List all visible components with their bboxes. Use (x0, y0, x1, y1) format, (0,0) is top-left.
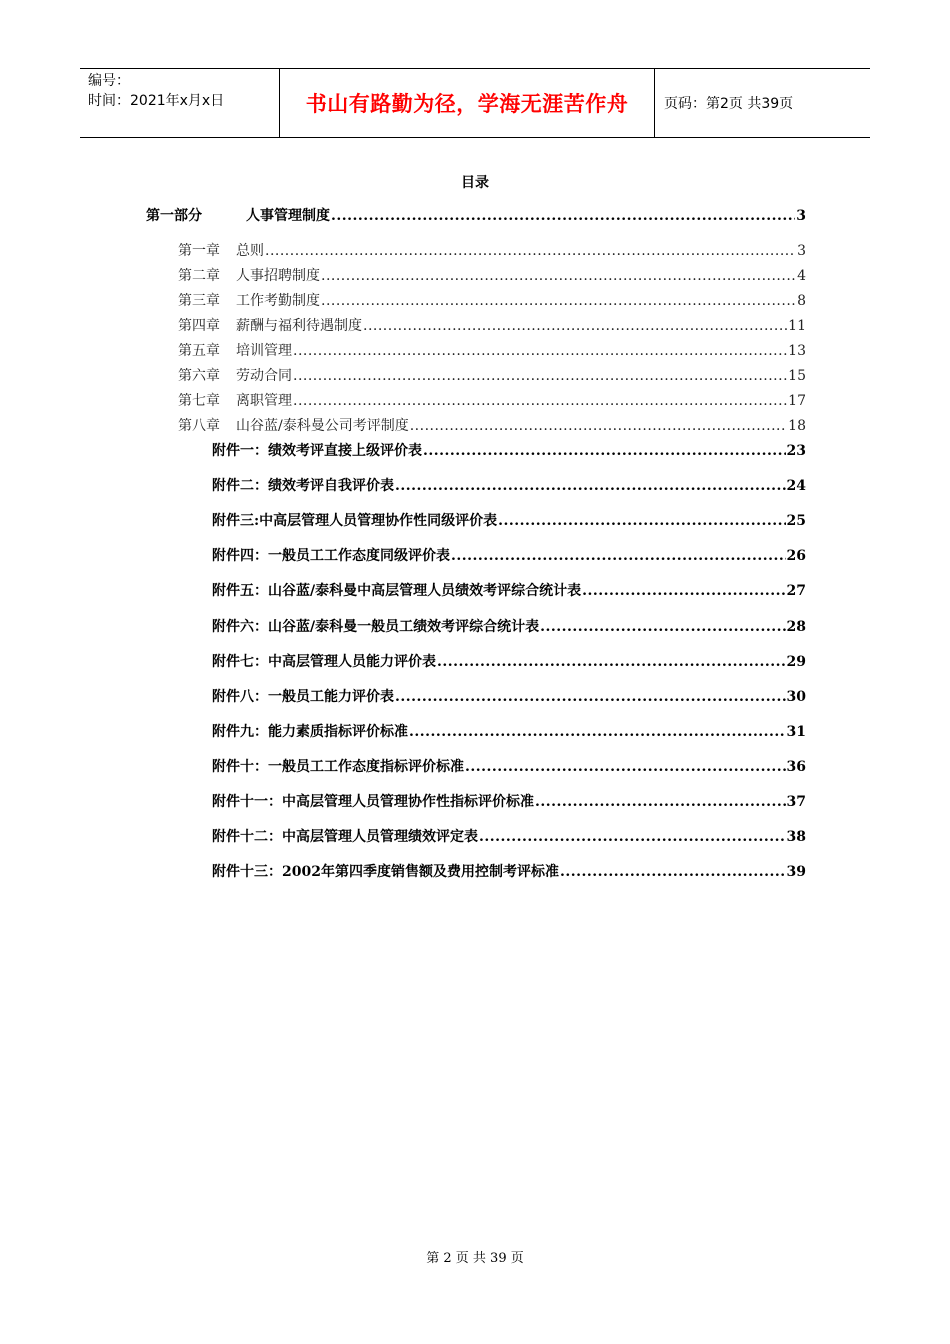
toc-leader-dots (331, 208, 795, 224)
toc-leader-dots (409, 724, 786, 740)
toc-chapter-title: 培训管理 (236, 343, 292, 359)
toc-attachment-title: 附件一：绩效考评直接上级评价表 (212, 443, 422, 459)
toc-chapter-entry[interactable] (178, 390, 806, 410)
toc-attachment-entry[interactable] (212, 580, 806, 600)
toc-attachment-entry[interactable] (212, 791, 806, 811)
toc-attachment-entry[interactable] (212, 721, 806, 741)
toc-chapter-page: 3 (797, 243, 806, 259)
toc-chapter-entry[interactable] (178, 290, 806, 310)
header-number-label: 编号： (88, 73, 130, 89)
toc-attachment-entry[interactable] (212, 651, 806, 671)
toc-attachment-title: 附件九：能力素质指标评价标准 (212, 723, 408, 740)
toc-leader-dots (451, 548, 786, 564)
toc-leader-dots (293, 368, 787, 384)
toc-attachment-title: 附件七：中高层管理人员能力评价表 (212, 653, 436, 670)
page-footer: 第 2 页 共 39 页 (426, 1251, 524, 1266)
toc-attachment-title: 附件五：山谷蓝/泰科曼中高层管理人员绩效考评综合统计表 (212, 583, 582, 600)
toc-attachment-page: 29 (786, 653, 806, 670)
toc-attachment-entry[interactable] (212, 510, 806, 530)
toc-attachment-page: 25 (786, 513, 806, 530)
header-motto: 书山有路勤为径，学海无涯苦作舟 (305, 92, 629, 116)
toc-part-entry[interactable] (146, 205, 806, 225)
toc-leader-dots (410, 418, 787, 434)
toc-part-title: 人事管理制度 (246, 208, 330, 224)
toc-chapter-page: 4 (797, 268, 806, 284)
toc-chapter-title: 人事招聘制度 (236, 268, 320, 284)
toc-attachment-page: 31 (786, 723, 806, 740)
toc-leader-dots (293, 343, 787, 359)
toc-chapter-page: 8 (797, 293, 806, 309)
toc-attachment-page: 27 (786, 583, 806, 600)
toc-chapter-number: 第三章 (178, 293, 220, 309)
toc-attachment-page: 36 (786, 758, 806, 775)
toc-leader-dots (321, 293, 796, 309)
toc-leader-dots (423, 443, 786, 459)
toc-chapter-number: 第六章 (178, 368, 220, 384)
toc-attachment-entry[interactable] (212, 861, 806, 881)
toc-leader-dots (560, 864, 786, 880)
toc-leader-dots (498, 513, 785, 529)
toc-attachment-page: 39 (786, 864, 806, 881)
toc-title: 目录 (461, 175, 489, 191)
toc-part-page: 3 (796, 208, 806, 224)
toc-chapter-number: 第五章 (178, 343, 220, 359)
toc-leader-dots (363, 318, 787, 334)
toc-attachment-page: 24 (786, 478, 806, 495)
header-meta (80, 69, 280, 137)
toc-attachment-entry[interactable] (212, 756, 806, 776)
toc-chapter-entry[interactable] (178, 415, 806, 435)
toc-attachment-page: 30 (786, 688, 806, 705)
toc-chapter-number: 第二章 (178, 268, 220, 284)
header-motto-cell (280, 69, 655, 137)
toc-leader-dots (465, 759, 786, 775)
toc-attachment-entry[interactable] (212, 440, 806, 460)
toc-chapter-title: 薪酬与福利待遇制度 (236, 318, 362, 334)
header-time-label: 时间：2021年x月x日 (88, 93, 225, 109)
toc-leader-dots (265, 243, 796, 259)
toc-attachment-entry[interactable] (212, 826, 806, 846)
toc-attachment-title: 附件八：一般员工能力评价表 (212, 688, 394, 705)
toc-chapter-number: 第一章 (178, 243, 220, 259)
header-page-info: 页码：第2页 共39页 (664, 96, 794, 112)
toc-leader-dots (437, 654, 786, 670)
toc-attachment-title: 附件十三：2002年第四季度销售额及费用控制考评标准 (212, 864, 559, 881)
toc-chapter-title: 山谷蓝/泰科曼公司考评制度 (236, 418, 409, 434)
toc-chapter-page: 11 (788, 318, 806, 334)
toc-attachment-title: 附件十二：中高层管理人员管理绩效评定表 (212, 829, 478, 846)
toc-chapter-number: 第八章 (178, 418, 220, 434)
toc-attachment-page: 26 (786, 548, 806, 565)
toc-chapter-title: 总则 (236, 243, 264, 259)
toc-chapter-page: 17 (788, 393, 806, 409)
toc-chapter-number: 第四章 (178, 318, 220, 334)
toc-leader-dots (479, 829, 786, 845)
toc-chapter-entry[interactable] (178, 365, 806, 385)
toc-chapter-number: 第七章 (178, 393, 220, 409)
toc-attachment-page: 37 (786, 794, 806, 810)
toc-chapter-page: 13 (788, 343, 806, 359)
toc-attachment-entry[interactable] (212, 616, 806, 636)
toc-attachment-page: 28 (786, 618, 806, 635)
toc-chapter-page: 15 (788, 368, 806, 384)
toc-leader-dots (540, 619, 785, 635)
toc-attachment-entry[interactable] (212, 545, 806, 565)
toc-leader-dots (395, 689, 786, 705)
toc-attachment-title: 附件十一：中高层管理人员管理协作性指标评价标准 (212, 794, 534, 810)
toc-leader-dots (321, 268, 796, 284)
toc-chapter-entry[interactable] (178, 265, 806, 285)
toc-attachment-title: 附件六：山谷蓝/泰科曼一般员工绩效考评综合统计表 (212, 618, 540, 635)
toc-attachment-title: 附件四：一般员工工作态度同级评价表 (212, 548, 450, 565)
toc-chapter-page: 18 (788, 418, 806, 434)
toc-attachment-entry[interactable] (212, 475, 806, 495)
toc-chapter-entry[interactable] (178, 315, 806, 335)
toc-chapter-entry[interactable] (178, 340, 806, 360)
toc-chapter-title: 离职管理 (236, 393, 292, 409)
toc-chapter-entry[interactable] (178, 240, 806, 260)
toc-chapter-title: 工作考勤制度 (236, 293, 320, 309)
toc-attachment-title: 附件二：绩效考评自我评价表 (212, 478, 394, 495)
toc-leader-dots (582, 583, 785, 599)
toc-attachment-page: 23 (786, 443, 806, 459)
page-header (80, 68, 870, 138)
toc-attachment-title: 附件三:中高层管理人员管理协作性同级评价表 (212, 513, 498, 530)
toc-attachment-title: 附件十：一般员工工作态度指标评价标准 (212, 758, 464, 775)
toc-attachment-entry[interactable] (212, 686, 806, 706)
toc-leader-dots (293, 393, 787, 409)
toc-leader-dots (395, 478, 786, 494)
toc-leader-dots (535, 794, 786, 810)
toc-attachment-page: 38 (786, 829, 806, 846)
toc-chapter-title: 劳动合同 (236, 368, 292, 384)
toc-part-number: 第一部分 (146, 208, 202, 224)
